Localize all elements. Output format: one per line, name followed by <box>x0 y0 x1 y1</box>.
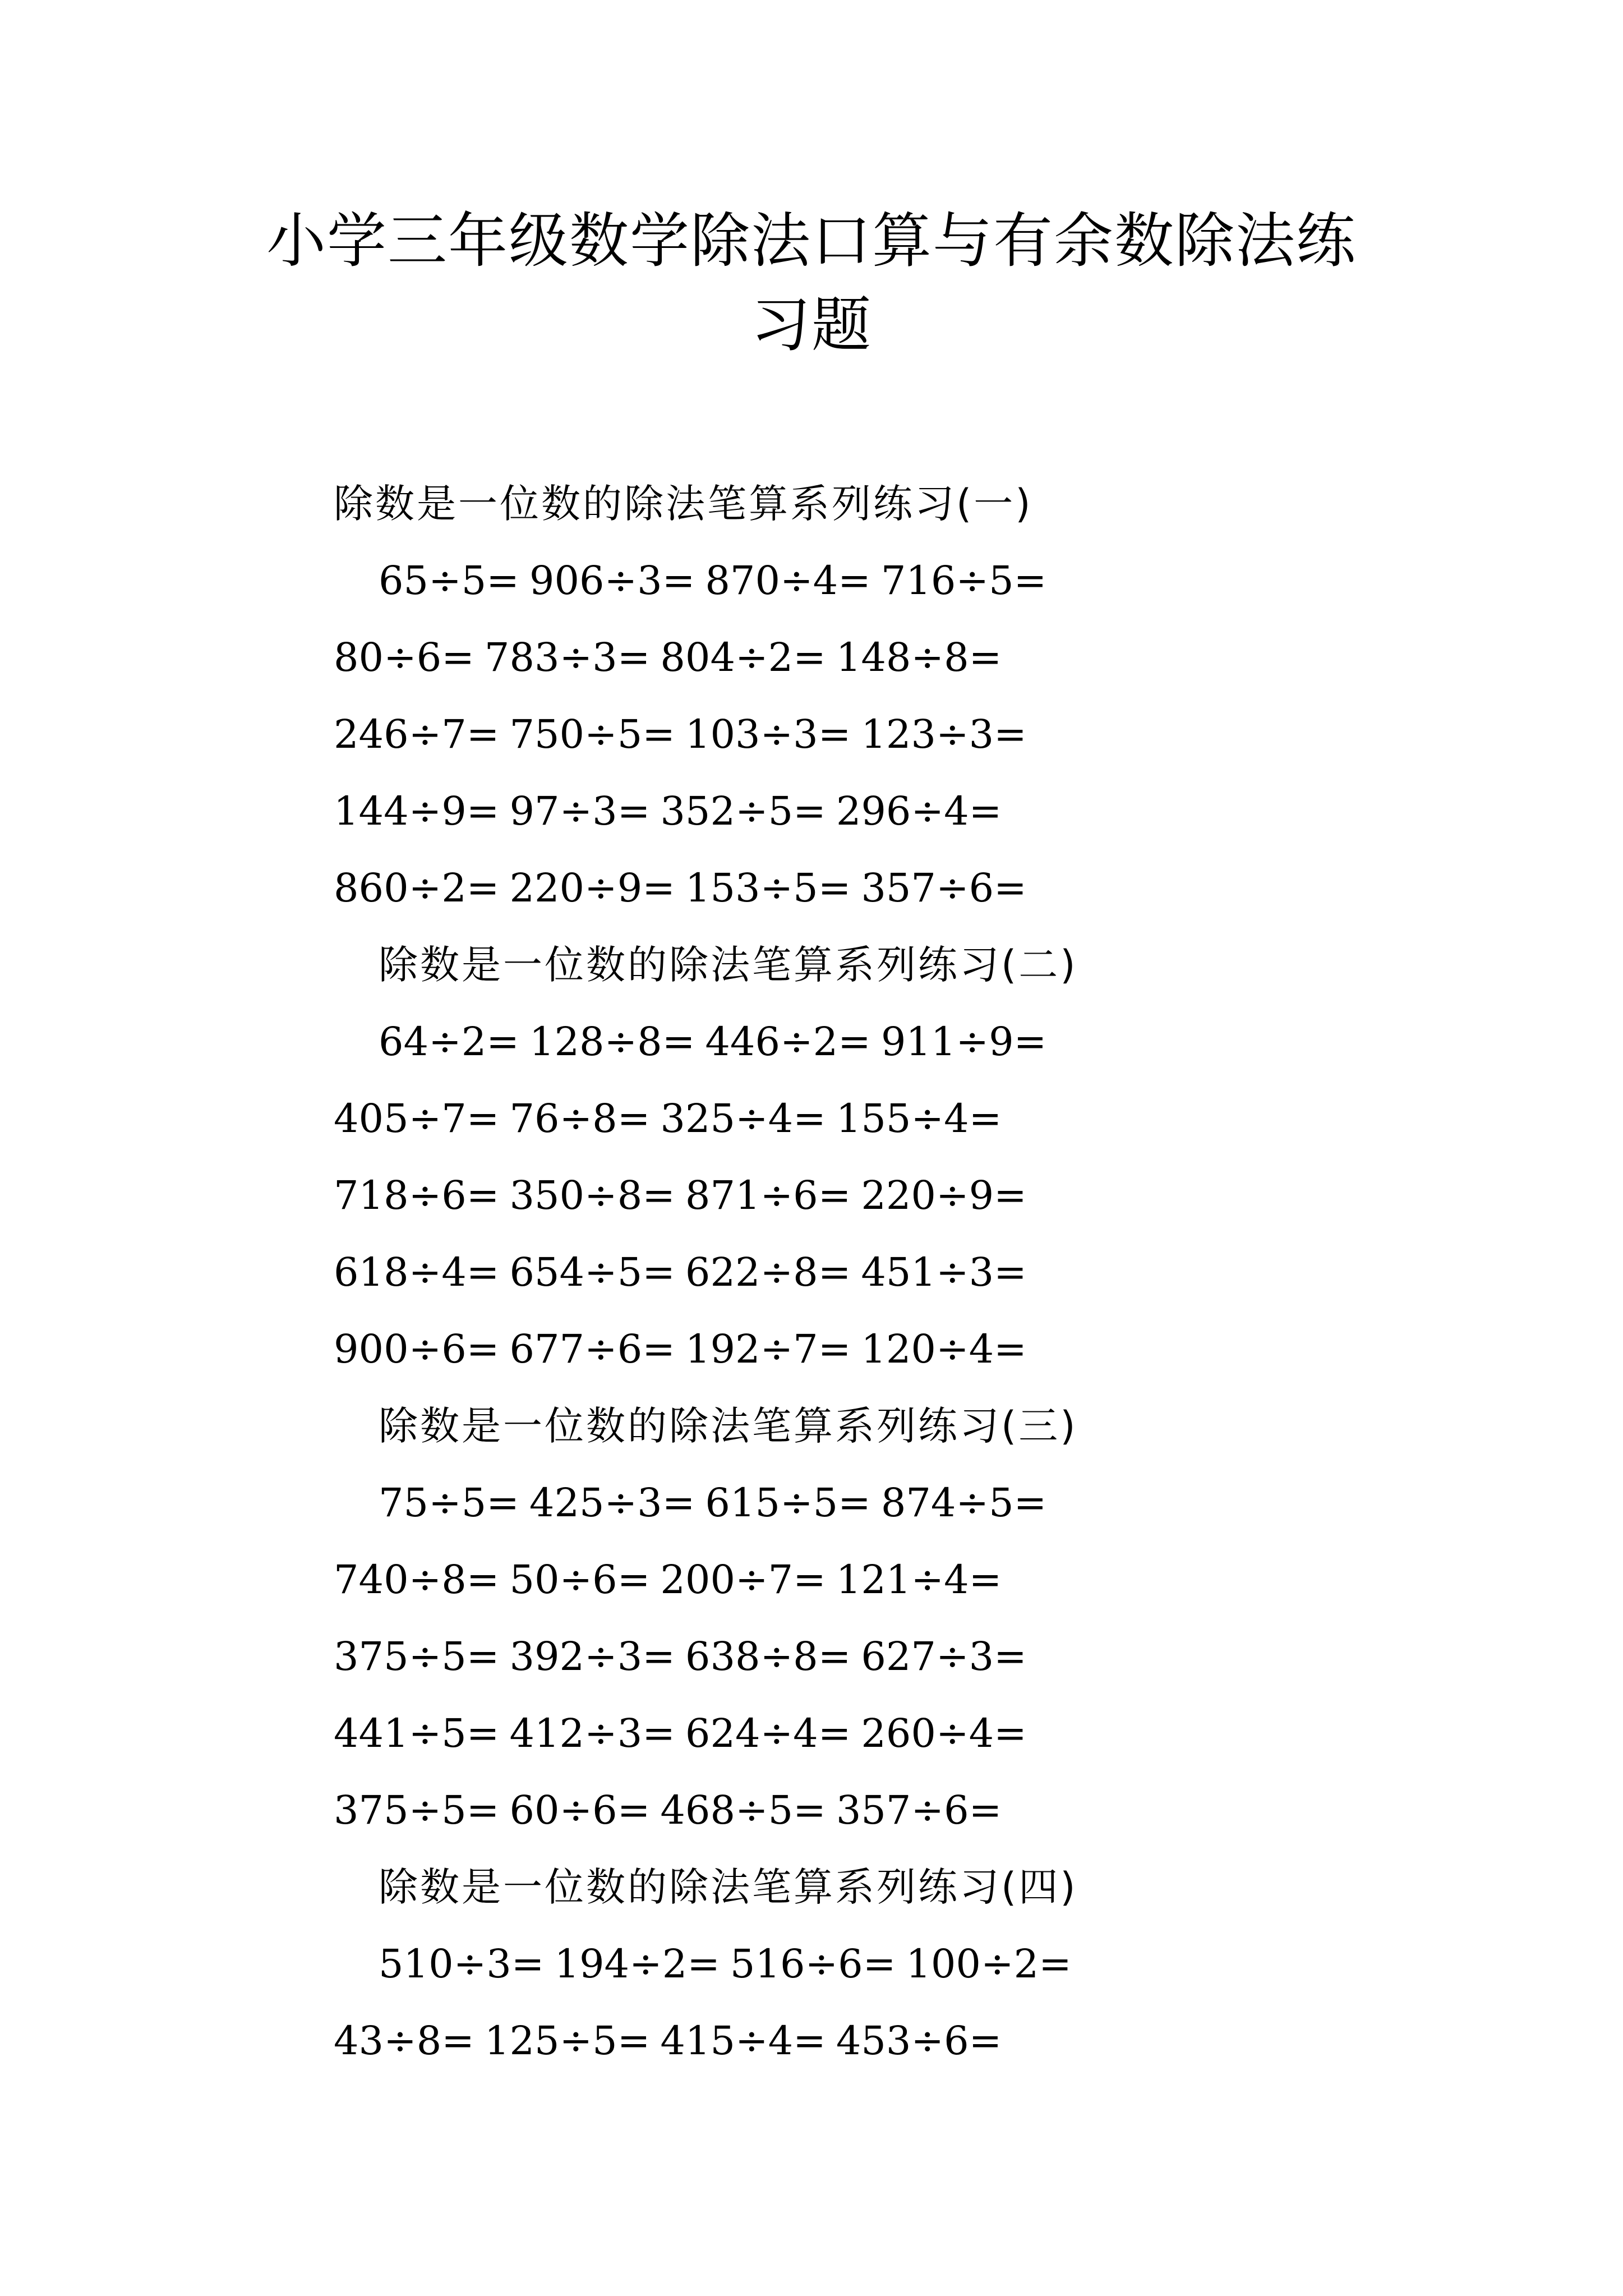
problem-row <box>334 1234 1511 1311</box>
problem-row <box>334 1772 1511 1849</box>
division-problem: 80÷6= <box>334 634 474 680</box>
problem-row <box>334 773 1511 850</box>
document-title-line-2: 习题 <box>751 291 872 360</box>
division-problem: 296÷4= <box>836 788 1002 834</box>
division-problem: 412÷3= <box>509 1710 675 1756</box>
division-problem: 220÷9= <box>861 1172 1027 1218</box>
division-problem: 65÷5= <box>379 558 519 604</box>
division-problem: 120÷4= <box>861 1326 1027 1372</box>
section-heading: 除数是一位数的除法笔算系列练习(三) <box>379 1403 1078 1449</box>
division-problem: 103÷3= <box>685 711 851 757</box>
division-problem: 906÷3= <box>529 558 695 604</box>
division-problem: 325÷4= <box>660 1096 826 1142</box>
division-problem: 804÷2= <box>660 634 826 680</box>
division-problem: 783÷3= <box>484 634 651 680</box>
division-problem: 148÷8= <box>836 634 1002 680</box>
division-problem: 740÷8= <box>334 1557 500 1603</box>
division-problem: 64÷2= <box>379 1019 519 1065</box>
problem-row <box>334 1080 1511 1157</box>
problem-row <box>334 542 1511 619</box>
division-problem: 860÷2= <box>334 865 500 911</box>
division-problem: 750÷5= <box>509 711 675 757</box>
division-problem: 121÷4= <box>836 1557 1002 1603</box>
division-problem: 870÷4= <box>705 558 871 604</box>
division-problem: 246÷7= <box>334 711 500 757</box>
document-title-line-1: 小学三年级数学除法口算与有余数除法练 <box>266 206 1357 275</box>
problem-row <box>334 1542 1511 1618</box>
problem-row <box>334 1157 1511 1234</box>
division-problem: 194÷2= <box>554 1941 720 1987</box>
division-problem: 871÷6= <box>685 1172 851 1218</box>
division-problem: 718÷6= <box>334 1172 500 1218</box>
problem-row <box>334 1618 1511 1695</box>
division-problem: 618÷4= <box>334 1249 500 1295</box>
division-problem: 144÷9= <box>334 788 500 834</box>
problem-row <box>334 850 1511 927</box>
division-problem: 425÷3= <box>529 1480 695 1526</box>
division-problem: 451÷3= <box>861 1249 1027 1295</box>
problem-row <box>334 1695 1511 1772</box>
problem-row <box>334 619 1511 696</box>
division-problem: 392÷3= <box>509 1634 675 1680</box>
division-problem: 624÷4= <box>685 1710 851 1756</box>
division-problem: 97÷3= <box>509 788 651 834</box>
problem-row <box>334 1465 1511 1542</box>
division-problem: 100÷2= <box>906 1941 1072 1987</box>
division-problem: 357÷6= <box>836 1787 1002 1833</box>
problem-row <box>334 1311 1511 1388</box>
division-problem: 900÷6= <box>334 1326 500 1372</box>
division-problem: 510÷3= <box>379 1941 545 1987</box>
division-problem: 220÷9= <box>509 865 675 911</box>
division-problem: 441÷5= <box>334 1710 500 1756</box>
division-problem: 50÷6= <box>509 1557 651 1603</box>
division-problem: 654÷5= <box>509 1249 675 1295</box>
problem-row <box>334 2003 1511 2079</box>
division-problem: 128÷8= <box>529 1019 695 1065</box>
division-problem: 153÷5= <box>685 865 851 911</box>
division-problem: 155÷4= <box>836 1096 1002 1142</box>
section-heading: 除数是一位数的除法笔算系列练习(二) <box>379 942 1078 988</box>
division-problem: 638÷8= <box>685 1634 851 1680</box>
division-problem: 446÷2= <box>705 1019 871 1065</box>
division-problem: 60÷6= <box>509 1787 651 1833</box>
problem-row <box>334 1004 1511 1080</box>
division-problem: 627÷3= <box>861 1634 1027 1680</box>
division-problem: 468÷5= <box>660 1787 826 1833</box>
division-problem: 357÷6= <box>861 865 1027 911</box>
division-problem: 405÷7= <box>334 1096 500 1142</box>
section-heading: 除数是一位数的除法笔算系列练习(四) <box>379 1864 1078 1910</box>
division-problem: 874÷5= <box>880 1480 1047 1526</box>
division-problem: 192÷7= <box>685 1326 851 1372</box>
division-problem: 200÷7= <box>660 1557 826 1603</box>
division-problem: 516÷6= <box>730 1941 896 1987</box>
division-problem: 911÷9= <box>880 1019 1047 1065</box>
problem-row <box>334 1926 1511 2003</box>
division-problem: 375÷5= <box>334 1787 500 1833</box>
division-problem: 352÷5= <box>660 788 826 834</box>
division-problem: 415÷4= <box>660 2018 826 2064</box>
division-problem: 350÷8= <box>509 1172 675 1218</box>
division-problem: 76÷8= <box>509 1096 651 1142</box>
section-heading: 除数是一位数的除法笔算系列练习(一) <box>334 481 1033 527</box>
division-problem: 43÷8= <box>334 2018 474 2064</box>
division-problem: 615÷5= <box>705 1480 871 1526</box>
division-problem: 622÷8= <box>685 1249 851 1295</box>
problem-row <box>334 696 1511 773</box>
division-problem: 123÷3= <box>861 711 1027 757</box>
division-problem: 677÷6= <box>509 1326 675 1372</box>
exercise-content <box>334 466 1511 2079</box>
division-problem: 375÷5= <box>334 1634 500 1680</box>
division-problem: 260÷4= <box>861 1710 1027 1756</box>
division-problem: 716÷5= <box>880 558 1047 604</box>
division-problem: 75÷5= <box>379 1480 519 1526</box>
division-problem: 453÷6= <box>836 2018 1002 2064</box>
division-problem: 125÷5= <box>484 2018 651 2064</box>
